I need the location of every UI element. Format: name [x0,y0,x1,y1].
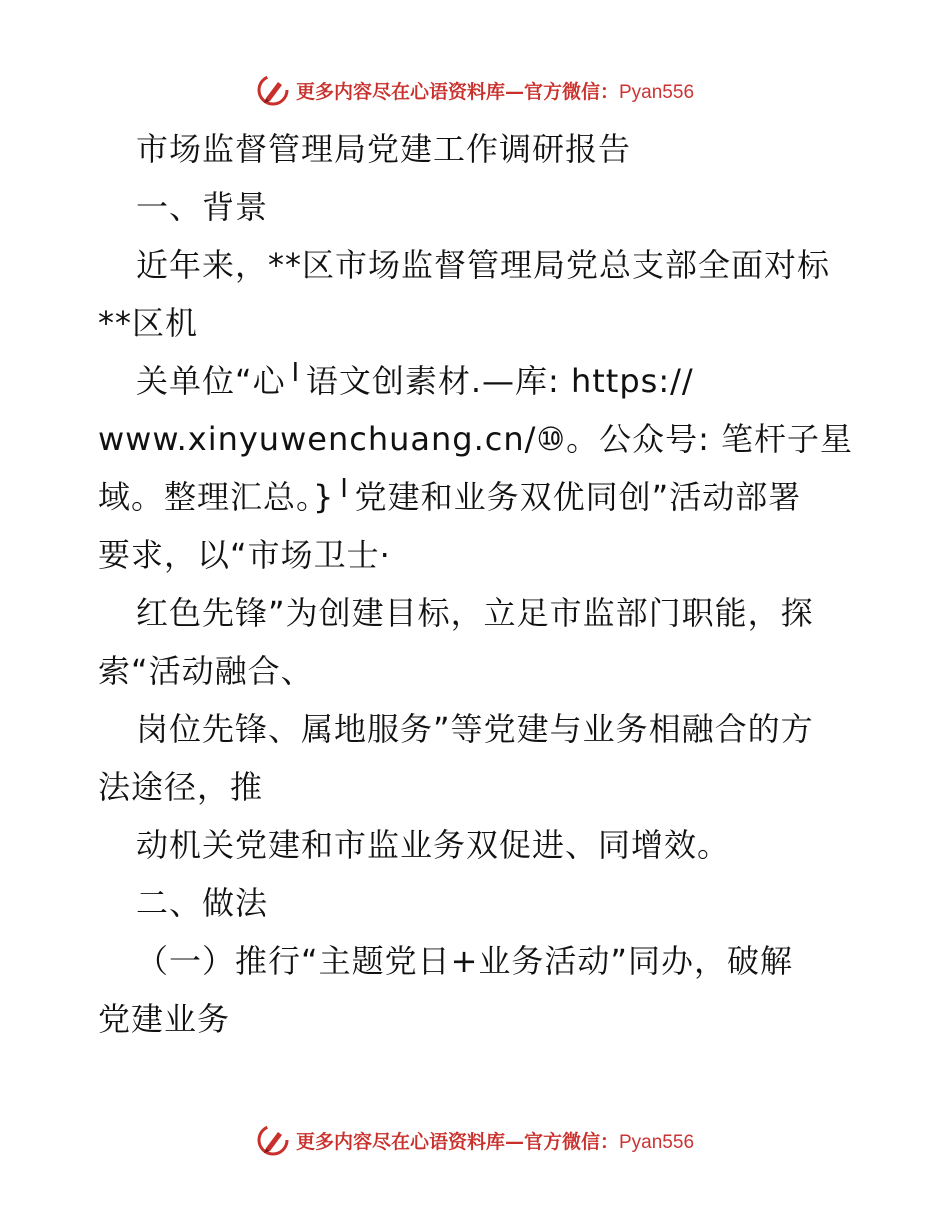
section-heading: 一、背景 [136,188,269,226]
watermark-prefix: 更多内容尽在心语资料库—官方微信： [295,1130,619,1153]
pen-logo-icon [256,73,290,107]
footer-watermark [0,1120,950,1160]
paragraph-line: 红色先锋”为创建目标，立足市监部门职能，探 [136,594,814,632]
section-heading: 二、做法 [136,884,269,922]
paragraph-line: 岗位先锋、属地服务”等党建与业务相融合的方 [136,710,814,748]
watermark-text [296,1127,694,1154]
header-watermark [0,70,950,110]
document-body [98,120,858,1048]
paragraph-line: 关单位“心╵语文创素材.—库: https:// [136,362,694,400]
paragraph-line: **区机 [98,304,199,342]
watermark-id: Pyan556 [619,81,695,103]
paragraph-line: 域。整理汇总。}╵党建和业务双优同创”活动部署 [98,478,802,516]
paragraph-line: 党建业务 [98,1000,231,1038]
watermark-id: Pyan556 [619,1131,695,1153]
paragraph-line: 近年来，**区市场监督管理局党总支部全面对标 [136,246,831,284]
paragraph-line: 索“活动融合、 [98,652,314,690]
doc-title: 市场监督管理局党建工作调研报告 [136,130,632,168]
paragraph-line: www.xinyuwenchuang.cn/⑩。公众号: 笔杆子星 [98,420,854,458]
pen-logo-icon [256,1123,290,1157]
paragraph-line: 法途径，推 [98,768,264,806]
watermark-prefix: 更多内容尽在心语资料库—官方微信： [295,80,619,103]
subsection-heading: （一）推行“主题党日+业务活动”同办，破解 [136,942,793,980]
watermark-text [296,77,694,104]
paragraph-line: 动机关党建和市监业务双促进、同增效。 [136,826,731,864]
paragraph-line: 要求，以“市场卫士· [98,536,391,574]
